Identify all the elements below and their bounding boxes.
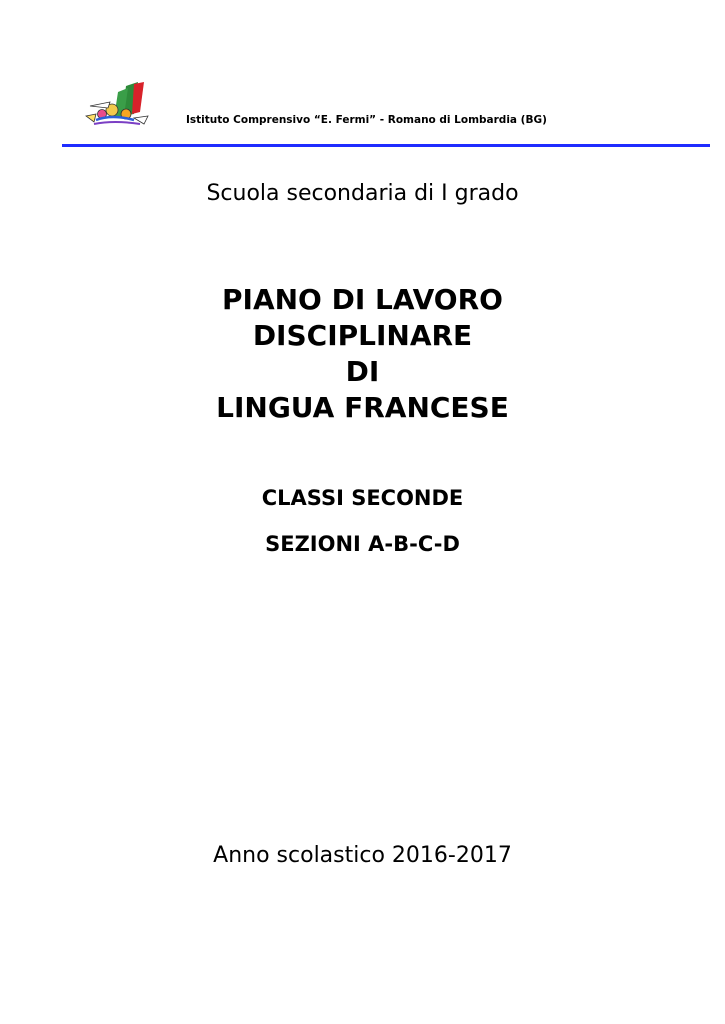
sections-label: SEZIONI A-B-C-D: [265, 532, 460, 556]
class-info: [0, 486, 725, 556]
school-level-subtitle: Scuola secondaria di I grado: [206, 181, 519, 206]
title-line: LINGUA FRANCESE: [216, 391, 509, 424]
classes-label: CLASSI SECONDE: [261, 486, 464, 510]
title-line: DISCIPLINARE: [252, 319, 473, 352]
title-line: PIANO DI LAVORO: [222, 283, 503, 316]
institute-header: Istituto Comprensivo “E. Fermi” - Romano di Lombardia (BG): [186, 114, 547, 126]
header-divider: [62, 144, 710, 147]
school-logo-icon: [82, 80, 154, 130]
document-title: [0, 282, 725, 426]
title-line: DI: [345, 355, 380, 388]
school-year: Anno scolastico 2016-2017: [213, 843, 512, 868]
